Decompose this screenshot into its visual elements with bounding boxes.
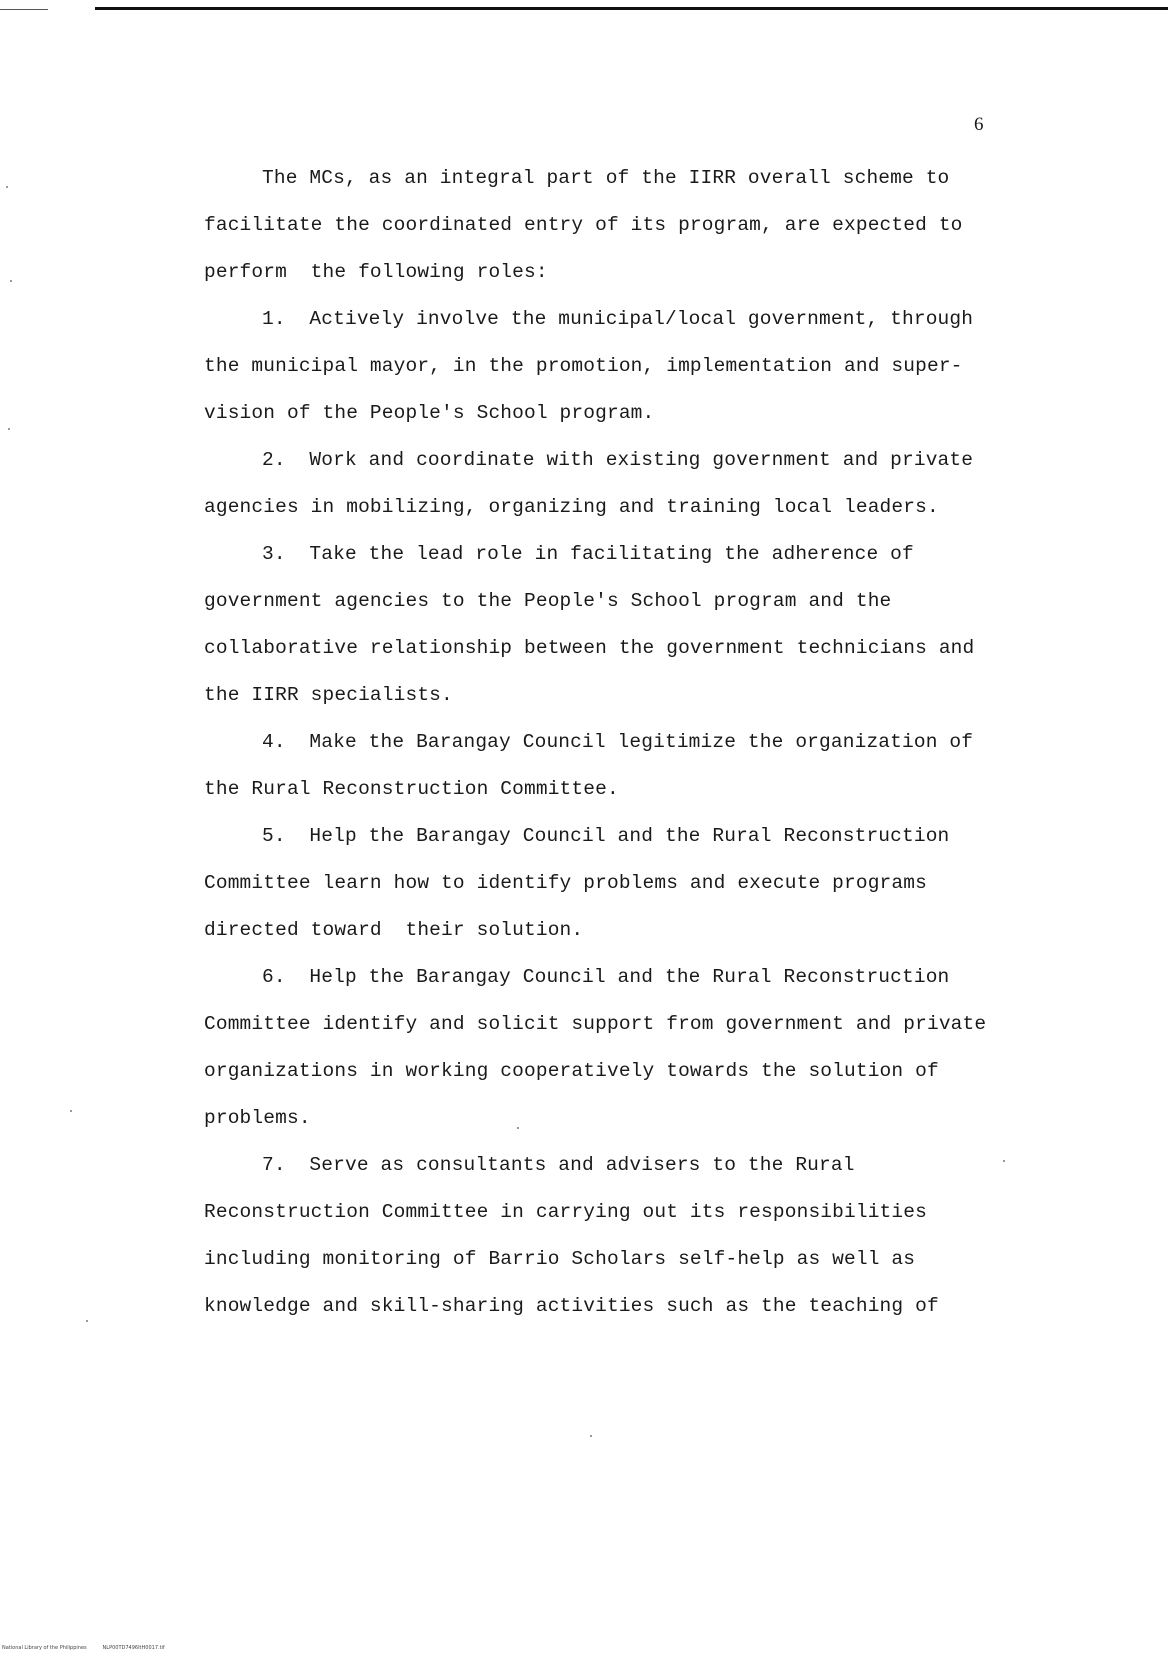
list-item-2-line: agencies in mobilizing, organizing and training local leaders.	[204, 496, 939, 518]
paragraph-line: facilitate the coordinated entry of its program, are expected to	[204, 214, 963, 236]
list-item-3-line: 3. Take the lead role in facilitating the adherence of	[262, 543, 914, 565]
scan-speck	[70, 1110, 72, 1112]
scan-speck	[8, 428, 10, 430]
scan-speck	[10, 280, 12, 282]
list-item-7-line: Reconstruction Committee in carrying out its responsibilities	[204, 1201, 927, 1223]
list-item-6-line: problems.	[204, 1107, 311, 1129]
list-item-1-line: vision of the People's School program.	[204, 402, 655, 424]
paragraph-line: perform the following roles:	[204, 261, 548, 283]
list-item-7-line: including monitoring of Barrio Scholars self-help as well as	[204, 1248, 916, 1270]
list-item-7-line: 7. Serve as consultants and advisers to the Rural	[262, 1154, 855, 1176]
list-item-7-line: knowledge and skill-sharing activities such as the teaching of	[204, 1295, 939, 1317]
list-item-1-line: the municipal mayor, in the promotion, implementation and super-	[204, 355, 963, 377]
list-item-6-line: 6. Help the Barangay Council and the Rural Reconstruction	[262, 966, 950, 988]
list-item-5-line: directed toward their solution.	[204, 919, 584, 941]
scan-speck	[517, 1127, 519, 1129]
list-item-3-line: collaborative relationship between the government technicians and	[204, 637, 975, 659]
document-body	[204, 155, 1004, 1330]
top-rule	[95, 7, 1168, 10]
list-item-4-line: 4. Make the Barangay Council legitimize the organization of	[262, 731, 974, 753]
footer-file-id: NLP00TD7496ItH0017.tif	[102, 1645, 165, 1651]
footer-library: National Library of the Philippines	[2, 1645, 87, 1651]
list-item-6-line: Committee identify and solicit support from government and private	[204, 1013, 987, 1035]
scan-speck	[1003, 1160, 1005, 1162]
list-item-1-line: 1. Actively involve the municipal/local government, through	[262, 308, 974, 330]
scan-speck	[590, 1435, 592, 1437]
list-item-3-line: the IIRR specialists.	[204, 684, 453, 706]
list-item-5-line: 5. Help the Barangay Council and the Rural Reconstruction	[262, 825, 950, 847]
list-item-3-line: government agencies to the People's School program and the	[204, 590, 892, 612]
list-item-2-line: 2. Work and coordinate with existing government and private	[262, 449, 974, 471]
page-number: 6	[974, 114, 984, 135]
paragraph-line: The MCs, as an integral part of the IIRR overall scheme to	[262, 167, 950, 189]
list-item-5-line: Committee learn how to identify problems and execute programs	[204, 872, 927, 894]
scan-footer	[2, 1645, 165, 1651]
list-item-6-line: organizations in working cooperatively towards the solution of	[204, 1060, 939, 1082]
scan-speck	[6, 186, 8, 188]
list-item-4-line: the Rural Reconstruction Committee.	[204, 778, 619, 800]
scan-edge-line	[0, 9, 48, 10]
scan-speck	[86, 1320, 88, 1322]
